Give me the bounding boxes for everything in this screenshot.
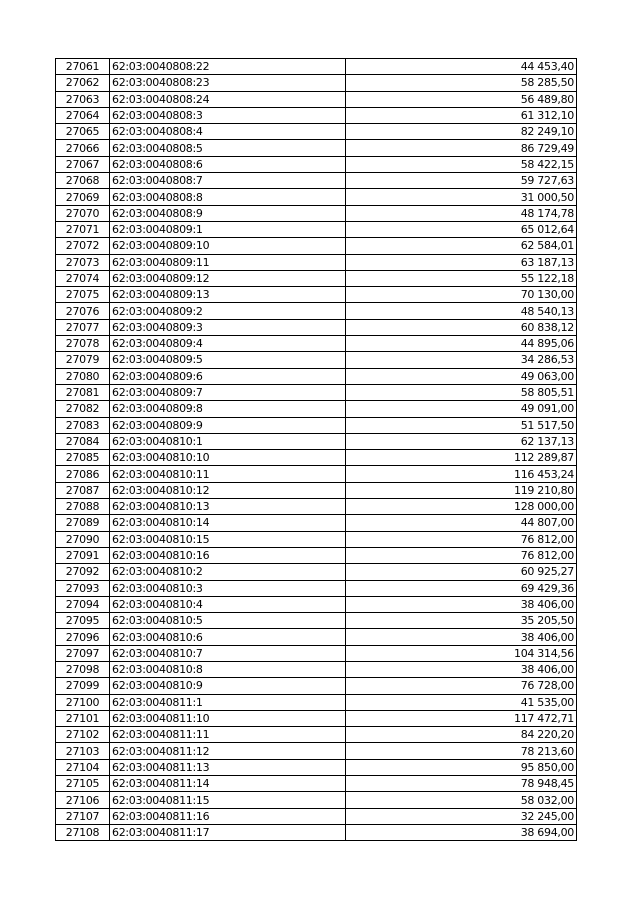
row-number-cell: 27093 [56,580,110,596]
table-row [56,189,577,205]
row-number-cell: 27077 [56,319,110,335]
table-row [56,743,577,759]
row-number-cell: 27107 [56,808,110,824]
value-cell: 48 174,78 [346,205,577,221]
table-row [56,270,577,286]
row-number-cell: 27068 [56,173,110,189]
row-number-cell: 27069 [56,189,110,205]
table-row [56,352,577,368]
table-row [56,140,577,156]
table-row [56,75,577,91]
table-row [56,792,577,808]
table-row [56,401,577,417]
table-row [56,710,577,726]
cadastral-number-cell: 62:03:0040810:3 [110,580,346,596]
cadastral-number-cell: 62:03:0040809:12 [110,270,346,286]
cadastral-number-cell: 62:03:0040809:6 [110,368,346,384]
cadastral-number-cell: 62:03:0040809:5 [110,352,346,368]
table-row [56,645,577,661]
row-number-cell: 27091 [56,547,110,563]
row-number-cell: 27096 [56,629,110,645]
cadastral-number-cell: 62:03:0040809:11 [110,254,346,270]
cadastral-number-cell: 62:03:0040810:4 [110,596,346,612]
row-number-cell: 27105 [56,776,110,792]
table-row [56,254,577,270]
value-cell: 119 210,80 [346,482,577,498]
value-cell: 84 220,20 [346,727,577,743]
value-cell: 104 314,56 [346,645,577,661]
cadastral-number-cell: 62:03:0040810:10 [110,450,346,466]
value-cell: 38 406,00 [346,596,577,612]
table-row [56,238,577,254]
row-number-cell: 27092 [56,564,110,580]
value-cell: 60 925,27 [346,564,577,580]
value-cell: 78 948,45 [346,776,577,792]
table-row [56,173,577,189]
row-number-cell: 27063 [56,91,110,107]
value-cell: 59 727,63 [346,173,577,189]
value-cell: 41 535,00 [346,694,577,710]
cadastral-number-cell: 62:03:0040808:7 [110,173,346,189]
row-number-cell: 27095 [56,613,110,629]
cadastral-number-cell: 62:03:0040809:9 [110,417,346,433]
value-cell: 70 130,00 [346,287,577,303]
row-number-cell: 27065 [56,124,110,140]
cadastral-number-cell: 62:03:0040809:8 [110,401,346,417]
cadastral-number-cell: 62:03:0040811:1 [110,694,346,710]
value-cell: 61 312,10 [346,107,577,123]
table-row [56,303,577,319]
table-body [56,59,577,841]
table-row [56,759,577,775]
table-row [56,515,577,531]
cadastral-number-cell: 62:03:0040809:2 [110,303,346,319]
value-cell: 128 000,00 [346,499,577,515]
value-cell: 32 245,00 [346,808,577,824]
table-row [56,384,577,400]
row-number-cell: 27075 [56,287,110,303]
row-number-cell: 27097 [56,645,110,661]
value-cell: 76 812,00 [346,531,577,547]
value-cell: 58 422,15 [346,156,577,172]
cadastral-number-cell: 62:03:0040811:13 [110,759,346,775]
cadastral-number-cell: 62:03:0040808:23 [110,75,346,91]
table-row [56,433,577,449]
table-row [56,564,577,580]
cadastral-number-cell: 62:03:0040811:17 [110,824,346,840]
value-cell: 95 850,00 [346,759,577,775]
cadastral-number-cell: 62:03:0040808:8 [110,189,346,205]
cadastral-number-cell: 62:03:0040810:16 [110,547,346,563]
table-row [56,661,577,677]
cadastral-number-cell: 62:03:0040810:7 [110,645,346,661]
cadastral-number-cell: 62:03:0040810:8 [110,661,346,677]
table-row [56,124,577,140]
row-number-cell: 27099 [56,678,110,694]
row-number-cell: 27102 [56,727,110,743]
value-cell: 38 694,00 [346,824,577,840]
table-row [56,287,577,303]
table-row [56,91,577,107]
value-cell: 63 187,13 [346,254,577,270]
table-row [56,482,577,498]
cadastral-number-cell: 62:03:0040810:15 [110,531,346,547]
cadastral-number-cell: 62:03:0040811:16 [110,808,346,824]
row-number-cell: 27076 [56,303,110,319]
row-number-cell: 27081 [56,384,110,400]
value-cell: 82 249,10 [346,124,577,140]
row-number-cell: 27078 [56,336,110,352]
value-cell: 112 289,87 [346,450,577,466]
table-row [56,221,577,237]
cadastral-number-cell: 62:03:0040809:1 [110,221,346,237]
value-cell: 86 729,49 [346,140,577,156]
table-row [56,450,577,466]
cadastral-number-cell: 62:03:0040808:3 [110,107,346,123]
row-number-cell: 27098 [56,661,110,677]
table-row [56,808,577,824]
table-row [56,727,577,743]
value-cell: 49 063,00 [346,368,577,384]
value-cell: 55 122,18 [346,270,577,286]
value-cell: 31 000,50 [346,189,577,205]
table-row [56,107,577,123]
table-row [56,694,577,710]
row-number-cell: 27086 [56,466,110,482]
row-number-cell: 27087 [56,482,110,498]
value-cell: 62 584,01 [346,238,577,254]
value-cell: 38 406,00 [346,629,577,645]
row-number-cell: 27090 [56,531,110,547]
table-row [56,629,577,645]
value-cell: 44 453,40 [346,59,577,75]
row-number-cell: 27101 [56,710,110,726]
table-row [56,59,577,75]
cadastral-number-cell: 62:03:0040810:13 [110,499,346,515]
table-row [56,547,577,563]
cadastral-number-cell: 62:03:0040810:11 [110,466,346,482]
cadastral-number-cell: 62:03:0040811:12 [110,743,346,759]
cadastral-number-cell: 62:03:0040810:5 [110,613,346,629]
row-number-cell: 27070 [56,205,110,221]
table-row [56,336,577,352]
table-row [56,205,577,221]
cadastral-number-cell: 62:03:0040809:7 [110,384,346,400]
cadastral-value-table [55,58,577,841]
cadastral-number-cell: 62:03:0040811:10 [110,710,346,726]
cadastral-number-cell: 62:03:0040808:24 [110,91,346,107]
cadastral-number-cell: 62:03:0040808:6 [110,156,346,172]
row-number-cell: 27100 [56,694,110,710]
table-row [56,580,577,596]
value-cell: 58 285,50 [346,75,577,91]
row-number-cell: 27071 [56,221,110,237]
row-number-cell: 27084 [56,433,110,449]
cadastral-number-cell: 62:03:0040810:9 [110,678,346,694]
row-number-cell: 27074 [56,270,110,286]
value-cell: 38 406,00 [346,661,577,677]
value-cell: 34 286,53 [346,352,577,368]
table-row [56,596,577,612]
cadastral-number-cell: 62:03:0040808:4 [110,124,346,140]
table-row [56,156,577,172]
value-cell: 44 807,00 [346,515,577,531]
value-cell: 58 805,51 [346,384,577,400]
cadastral-number-cell: 62:03:0040810:6 [110,629,346,645]
cadastral-number-cell: 62:03:0040809:10 [110,238,346,254]
value-cell: 117 472,71 [346,710,577,726]
row-number-cell: 27104 [56,759,110,775]
cadastral-number-cell: 62:03:0040810:1 [110,433,346,449]
row-number-cell: 27061 [56,59,110,75]
value-cell: 76 728,00 [346,678,577,694]
row-number-cell: 27088 [56,499,110,515]
table-row [56,319,577,335]
table-row [56,499,577,515]
row-number-cell: 27094 [56,596,110,612]
value-cell: 44 895,06 [346,336,577,352]
row-number-cell: 27106 [56,792,110,808]
row-number-cell: 27082 [56,401,110,417]
cadastral-number-cell: 62:03:0040810:2 [110,564,346,580]
table-row [56,466,577,482]
table-row [56,678,577,694]
row-number-cell: 27089 [56,515,110,531]
value-cell: 62 137,13 [346,433,577,449]
cadastral-number-cell: 62:03:0040810:12 [110,482,346,498]
row-number-cell: 27079 [56,352,110,368]
row-number-cell: 27073 [56,254,110,270]
value-cell: 78 213,60 [346,743,577,759]
row-number-cell: 27108 [56,824,110,840]
table-row [56,613,577,629]
value-cell: 116 453,24 [346,466,577,482]
cadastral-number-cell: 62:03:0040809:13 [110,287,346,303]
cadastral-number-cell: 62:03:0040810:14 [110,515,346,531]
table-row [56,368,577,384]
cadastral-number-cell: 62:03:0040811:15 [110,792,346,808]
table-row [56,417,577,433]
row-number-cell: 27064 [56,107,110,123]
value-cell: 51 517,50 [346,417,577,433]
row-number-cell: 27067 [56,156,110,172]
table-row [56,776,577,792]
row-number-cell: 27062 [56,75,110,91]
value-cell: 69 429,36 [346,580,577,596]
value-cell: 56 489,80 [346,91,577,107]
value-cell: 58 032,00 [346,792,577,808]
cadastral-number-cell: 62:03:0040809:4 [110,336,346,352]
value-cell: 60 838,12 [346,319,577,335]
row-number-cell: 27080 [56,368,110,384]
value-cell: 35 205,50 [346,613,577,629]
row-number-cell: 27066 [56,140,110,156]
value-cell: 48 540,13 [346,303,577,319]
row-number-cell: 27083 [56,417,110,433]
cadastral-number-cell: 62:03:0040809:3 [110,319,346,335]
cadastral-number-cell: 62:03:0040808:5 [110,140,346,156]
table-row [56,824,577,840]
row-number-cell: 27085 [56,450,110,466]
value-cell: 65 012,64 [346,221,577,237]
cadastral-number-cell: 62:03:0040811:11 [110,727,346,743]
row-number-cell: 27072 [56,238,110,254]
cadastral-number-cell: 62:03:0040808:9 [110,205,346,221]
table-row [56,531,577,547]
value-cell: 76 812,00 [346,547,577,563]
value-cell: 49 091,00 [346,401,577,417]
cadastral-number-cell: 62:03:0040811:14 [110,776,346,792]
cadastral-number-cell: 62:03:0040808:22 [110,59,346,75]
row-number-cell: 27103 [56,743,110,759]
